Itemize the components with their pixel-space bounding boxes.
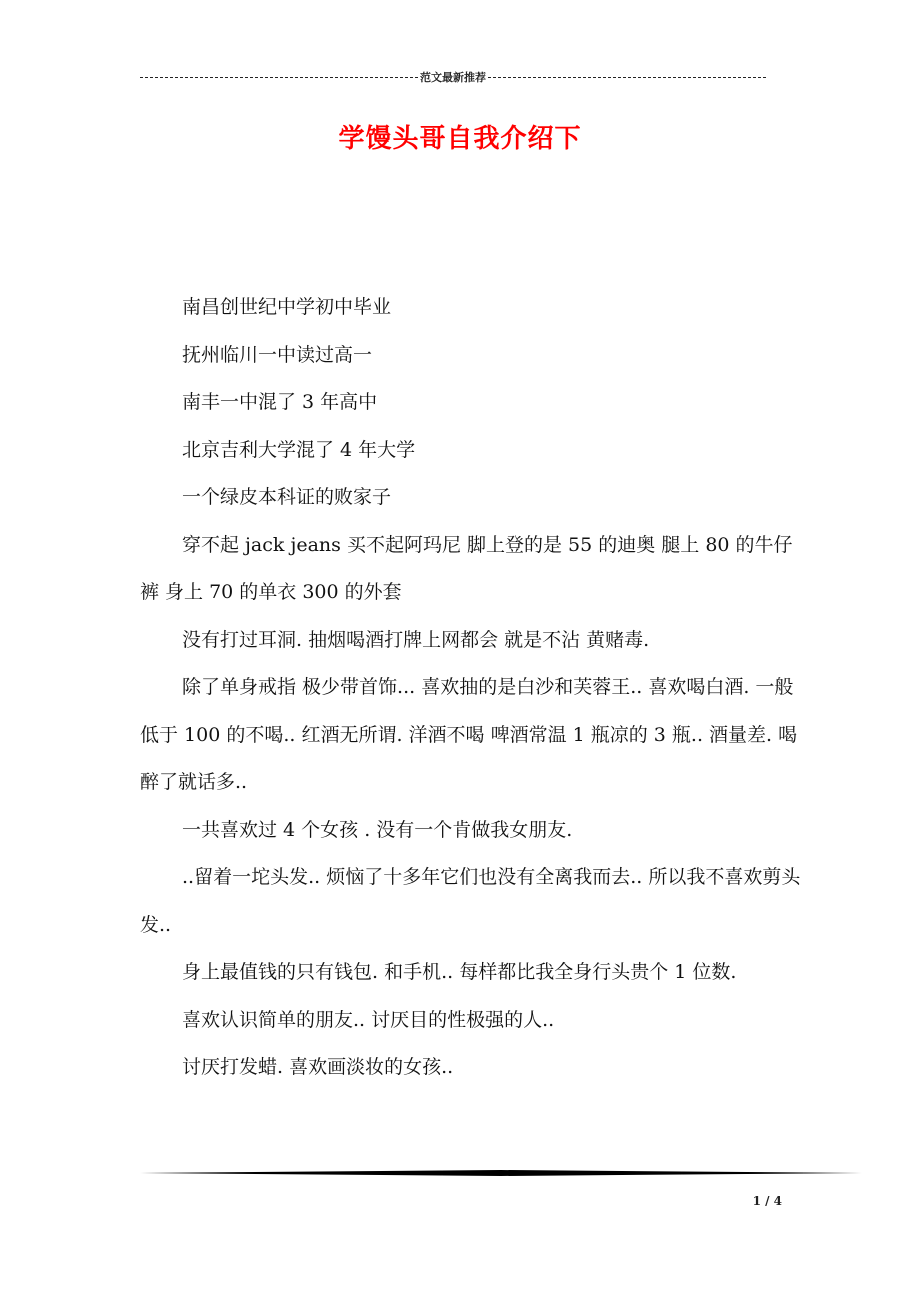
paragraph: 抚州临川一中读过高一	[182, 343, 373, 366]
paragraph: 除了单身戒指 极少带首饰... 喜欢抽的是白沙和芙蓉王.. 喜欢喝白酒. 一般低于 100 的不喝.. 红酒无所谓. 洋酒不喝 啤酒常温 1 瓶凉的 3 瓶.. 酒量差. 喝醉了就话多..	[140, 676, 798, 793]
paragraph: 没有打过耳洞. 抽烟喝酒打牌上网都会 就是不沾 黄赌毒.	[182, 628, 650, 651]
header-dashes-right	[488, 77, 766, 78]
paragraph: 一共喜欢过 4 个女孩 . 没有一个肯做我女朋友.	[182, 818, 573, 841]
paragraph: 南丰一中混了 3 年高中	[182, 391, 378, 413]
header-banner	[140, 68, 766, 86]
paragraph: 一个绿皮本科证的败家子	[182, 486, 392, 508]
page-number: 1 / 4	[752, 1194, 782, 1208]
footer-divider	[140, 1170, 862, 1176]
paragraph: 北京吉利大学混了 4 年大学	[182, 438, 416, 461]
paragraph: 南昌创世纪中学初中毕业	[182, 296, 392, 318]
document-body	[140, 284, 802, 1092]
header-label: 范文最新推荐	[420, 71, 486, 84]
paragraph: 讨厌打发蜡. 喜欢画淡妆的女孩..	[182, 1056, 454, 1078]
paragraph: ..留着一坨头发.. 烦恼了十多年它们也没有全离我而去.. 所以我不喜欢剪头发..	[140, 866, 801, 936]
header-dashes-left	[140, 77, 418, 78]
paragraph: 穿不起 jack jeans 买不起阿玛尼 脚上登的是 55 的迪奥 腿上 80 的牛仔裤 身上 70 的单衣 300 的外套	[140, 533, 793, 603]
document-title: 学馒头哥自我介绍下	[338, 124, 582, 154]
paragraph: 喜欢认识简单的朋友.. 讨厌目的性极强的人..	[182, 1008, 555, 1031]
paragraph: 身上最值钱的只有钱包. 和手机.. 每样都比我全身行头贵个 1 位数.	[182, 961, 737, 983]
